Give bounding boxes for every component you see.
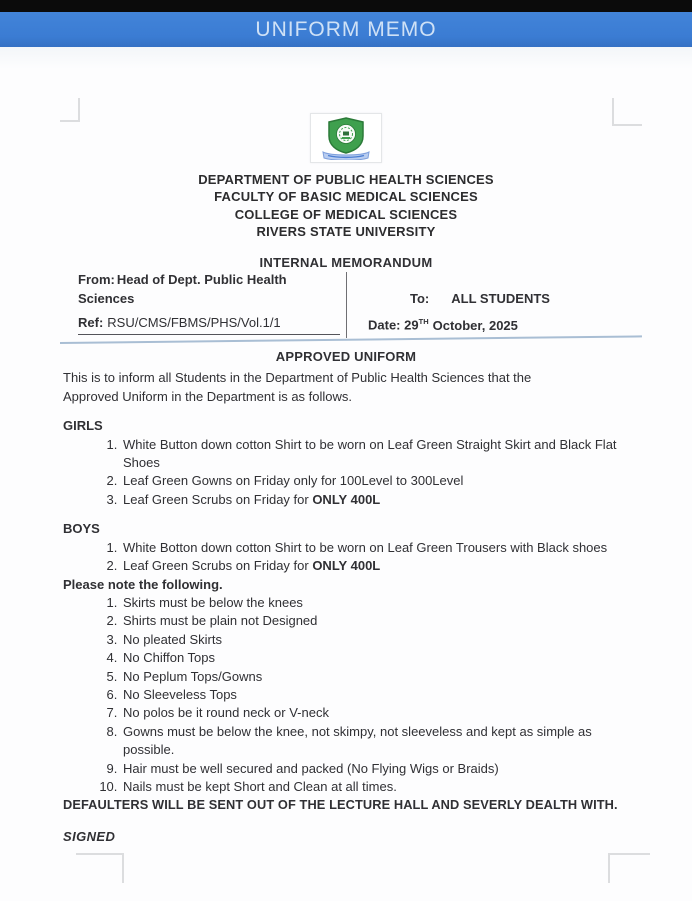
title-banner (0, 12, 692, 48)
note-item: 9. Hair must be well secured and packed (No Flying Wigs or Braids) (121, 760, 629, 778)
meta-row-from-to (78, 272, 629, 308)
note-item: 3. No pleated Skirts (121, 631, 629, 649)
meta-row-ref-date (78, 308, 629, 335)
page-title: UNIFORM MEMO (255, 17, 437, 41)
letterhead (63, 171, 629, 241)
meta-column-divider (346, 272, 347, 338)
note-item: 5. No Peplum Tops/Gowns (121, 668, 629, 686)
ref-value: RSU/CMS/FBMS/PHS/Vol.1/1 (107, 314, 281, 330)
note-item: 8. Gowns must be below the knee, not skimpy, not sleeveless and kept as simple as possible. (121, 723, 629, 760)
intro-paragraph: This is to inform all Students in the Department of Public Health Sciences that the Approved Uniform in the Department is as follows. (63, 370, 532, 404)
boys-list-item: 2. Leaf Green Scrubs on Friday for ONLY 400L (121, 557, 629, 575)
note-item: 2. Shirts must be plain not Designed (121, 612, 629, 630)
boys-list-item: 1. White Botton down cotton Shirt to be worn on Leaf Green Trousers with Black shoes (121, 539, 629, 557)
note-item: 7. No polos be it round neck or V-neck (121, 704, 629, 722)
letterhead-department: DEPARTMENT OF PUBLIC HEALTH SCIENCES (198, 172, 494, 187)
ref-field (78, 314, 340, 335)
horizontal-rule (60, 335, 642, 344)
scan-corner-mark-top-left (60, 98, 80, 122)
note-item: 6. No Sleeveless Tops (121, 686, 629, 704)
note-item: 1. Skirts must be below the knees (121, 594, 629, 612)
date-day: 29 (404, 317, 419, 333)
subject-heading: APPROVED UNIFORM (275, 349, 417, 365)
girls-list-item: 1. White Button down cotton Shirt to be worn on Leaf Green Straight Skirt and Black Flat Shoes (121, 436, 629, 473)
status-bar-strip (0, 0, 692, 12)
letterhead-faculty: FACULTY OF BASIC MEDICAL SCIENCES (214, 189, 478, 205)
boys-list (63, 539, 629, 576)
university-crest-logo (310, 113, 382, 163)
date-field (340, 313, 518, 335)
letterhead-university: RIVERS STATE UNIVERSITY (256, 224, 436, 240)
note-item: 10. Nails must be kept Short and Clean at all times. (121, 778, 629, 796)
girls-list-item: 3. Leaf Green Scrubs on Friday for ONLY 400L (121, 491, 629, 509)
notes-list (63, 594, 629, 796)
girls-list-item: 2. Leaf Green Gowns on Friday only for 100Level to 300Level (121, 472, 629, 490)
letterhead-college: COLLEGE OF MEDICAL SCIENCES (234, 206, 458, 222)
memo-document (0, 47, 692, 901)
note-item: 4. No Chiffon Tops (121, 649, 629, 667)
date-rest: October, 2025 (432, 317, 518, 333)
memo-content (0, 47, 692, 846)
date-label: Date: (368, 317, 401, 333)
scan-corner-mark-top-right (612, 98, 642, 126)
date-ordinal: TH (418, 317, 429, 327)
to-label: To: (410, 290, 430, 306)
defaulters-warning: DEFAULTERS WILL BE SENT OUT OF THE LECTURE HALL AND SEVERLY DEALTH WITH. (63, 797, 618, 813)
scan-corner-mark-bottom-left (76, 853, 124, 883)
shield-icon (315, 116, 377, 160)
memo-type-heading: INTERNAL MEMORANDUM (259, 254, 433, 270)
from-value: Head of Dept. Public Health Sciences (78, 272, 287, 306)
from-field (78, 271, 340, 308)
to-value: ALL STUDENTS (451, 290, 550, 306)
girls-section-heading: GIRLS (63, 418, 103, 434)
girls-list (63, 436, 629, 510)
signed-label: SIGNED (63, 828, 116, 844)
from-label: From: (78, 272, 115, 288)
scan-corner-mark-bottom-right (608, 853, 650, 883)
ref-label: Ref: (78, 314, 104, 330)
to-field (340, 290, 550, 308)
notes-heading: Please note the following. (63, 576, 223, 592)
memo-meta-grid (78, 272, 629, 335)
boys-section-heading: BOYS (63, 521, 100, 537)
